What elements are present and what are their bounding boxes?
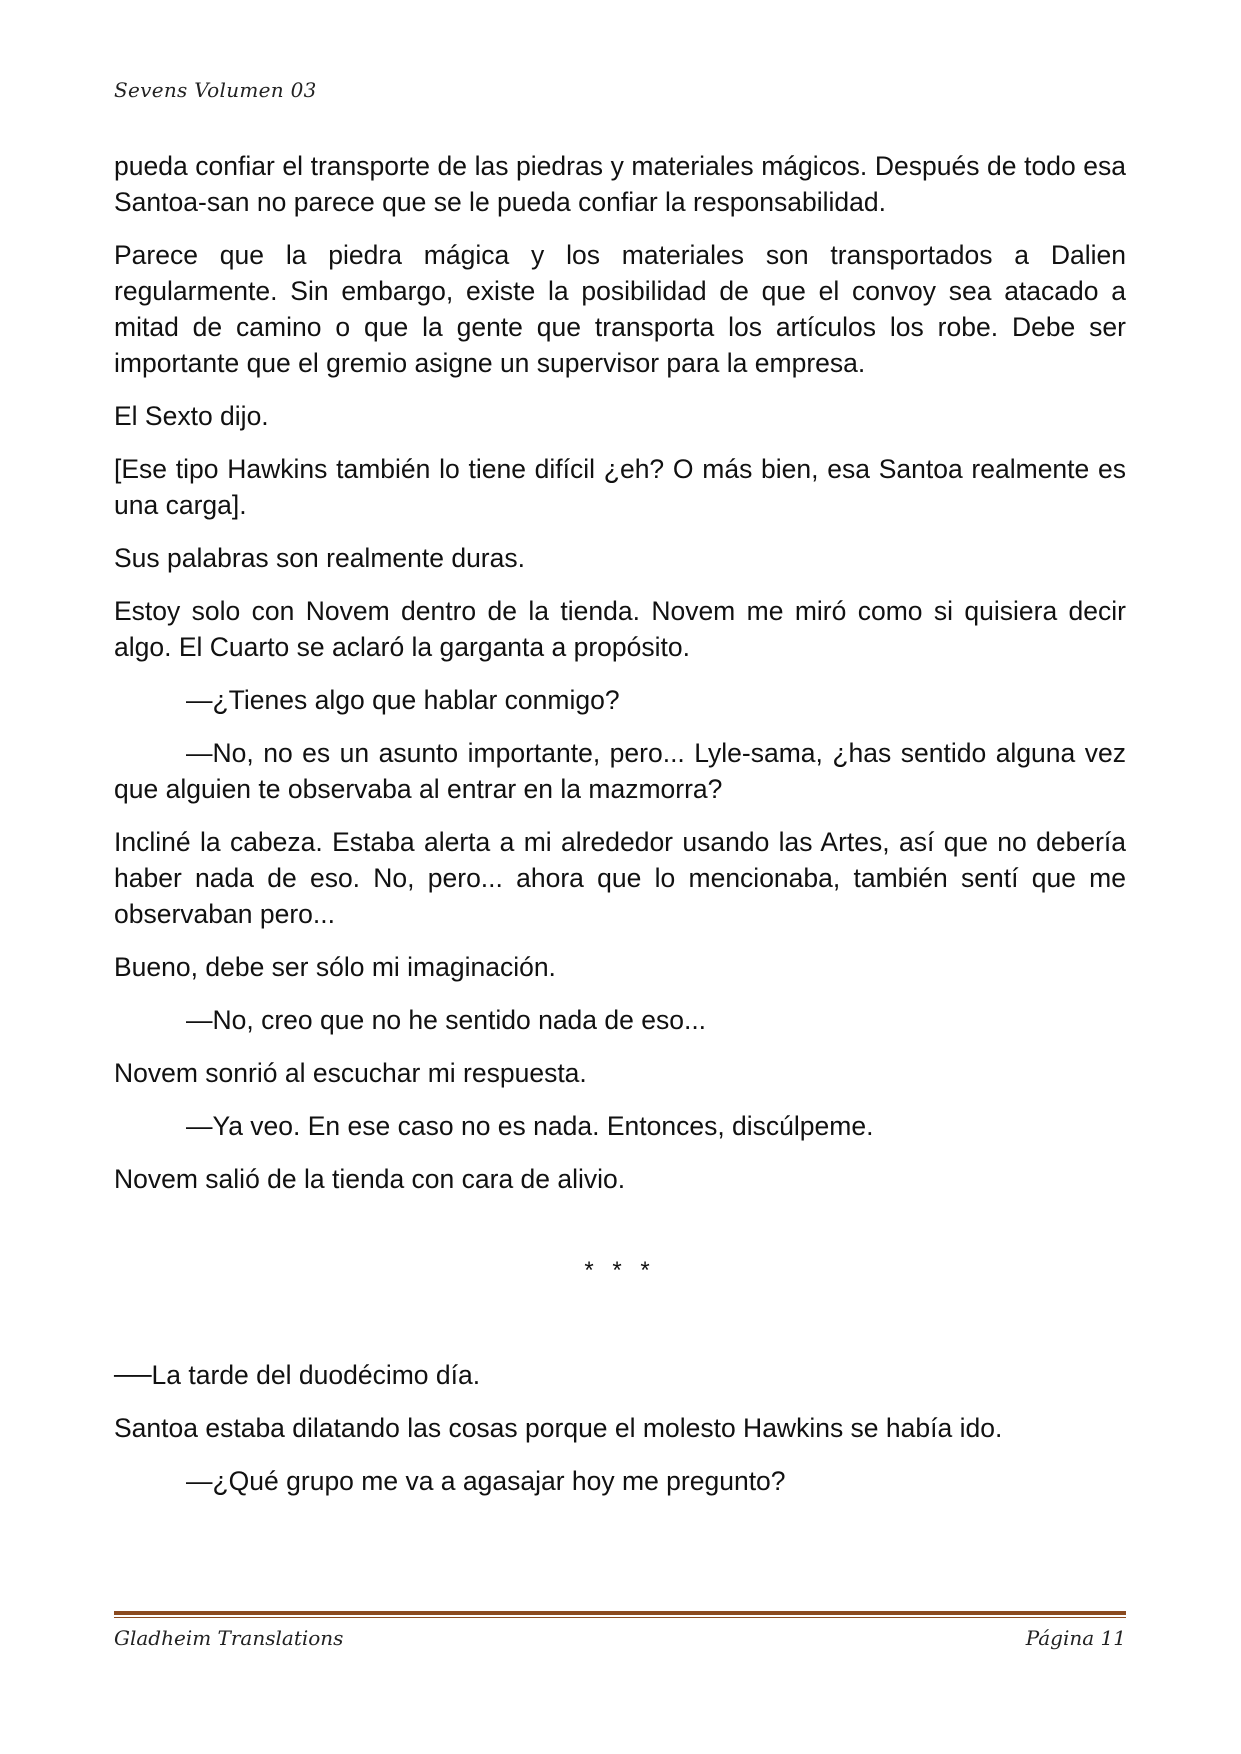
paragraph: Incliné la cabeza. Estaba alerta a mi alrededor usando las Artes, así que no debería haber nada de eso. No, pero... ahora que lo mencionaba, también sentí que me observaban pero... [114, 827, 1126, 929]
paragraph: Parece que la piedra mágica y los materiales son transportados a Dalien regularmente. Sin embargo, existe la posibilidad de que el convoy sea atacado a mitad de camino o que la gente que transporta los artículos los robe. Debe ser importante que el gremio asigne un supervisor para la empresa. [114, 240, 1126, 378]
dialog-line: —No, creo que no he sentido nada de eso... [186, 1005, 707, 1035]
paragraph: Sus palabras son realmente duras. [114, 543, 525, 573]
footer-page-number: Página 11 [1025, 1626, 1126, 1650]
paragraph: ──La tarde del duodécimo día. [114, 1360, 481, 1390]
paragraph: Estoy solo con Novem dentro de la tienda. Novem me miró como si quisiera decir algo. El Cuarto se aclaró la garganta a propósito. [114, 596, 1126, 662]
dialog-line: —Ya veo. En ese caso no es nada. Entonces, discúlpeme. [186, 1111, 874, 1141]
paragraph: Novem salió de la tienda con cara de alivio. [114, 1164, 626, 1194]
paragraph: Santoa estaba dilatando las cosas porque el molesto Hawkins se había ido. [114, 1413, 1003, 1443]
paragraph: pueda confiar el transporte de las piedras y materiales mágicos. Después de todo esa Santoa-san no parece que se le pueda confiar la responsabilidad. [114, 151, 1126, 217]
scene-separator: * * * [584, 1257, 656, 1284]
dialog-line: —No, no es un asunto importante, pero... Lyle-sama, ¿has sentido alguna vez que alguien te observaba al entrar en la mazmorra? [114, 738, 1126, 804]
paragraph: Novem sonrió al escuchar mi respuesta. [114, 1058, 587, 1088]
dialog-line: —¿Qué grupo me va a agasajar hoy me pregunto? [186, 1466, 786, 1496]
paragraph: [Ese tipo Hawkins también lo tiene difícil ¿eh? O más bien, esa Santoa realmente es una carga]. [114, 454, 1126, 520]
body-text [114, 148, 1126, 1516]
paragraph: Bueno, debe ser sólo mi imaginación. [114, 952, 556, 982]
paragraph: El Sexto dijo. [114, 401, 269, 431]
page-header-title: Sevens Volumen 03 [114, 78, 317, 102]
dialog-line: —¿Tienes algo que hablar conmigo? [186, 685, 620, 715]
footer-publisher: Gladheim Translations [114, 1626, 344, 1650]
